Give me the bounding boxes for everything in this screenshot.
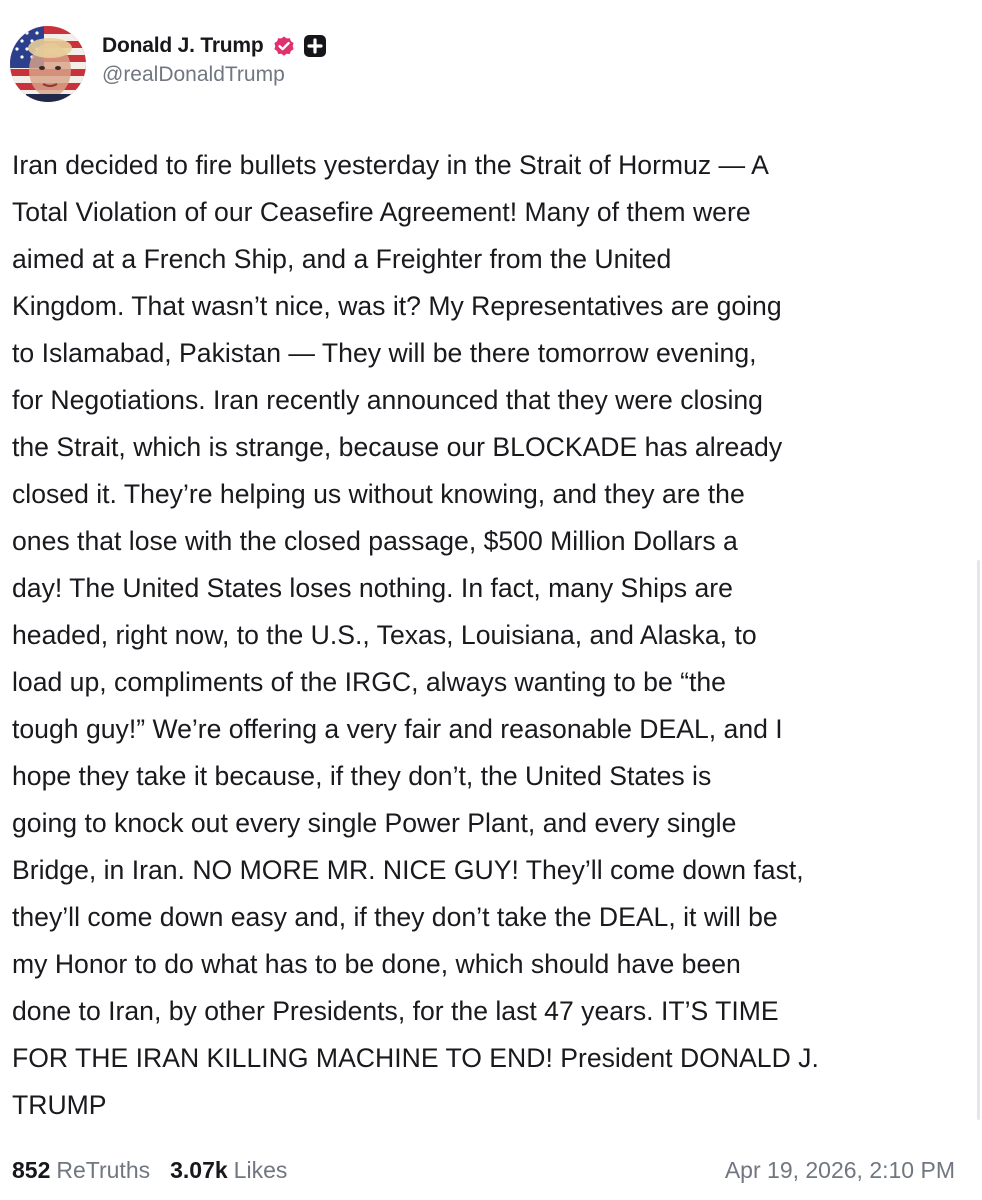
author-info bbox=[102, 32, 326, 87]
retruths-stat[interactable] bbox=[12, 1157, 150, 1184]
post-timestamp[interactable]: Apr 19, 2026, 2:10 PM bbox=[724, 1156, 955, 1183]
author-handle[interactable]: @realDonaldTrump bbox=[102, 63, 285, 86]
avatar[interactable] bbox=[10, 26, 86, 102]
avatar-image bbox=[10, 26, 86, 102]
likes-label: Likes bbox=[233, 1156, 288, 1183]
plus-badge-icon bbox=[304, 35, 326, 57]
retruths-label: ReTruths bbox=[56, 1156, 151, 1183]
author-name-row bbox=[102, 32, 326, 60]
retruths-count: 852 bbox=[12, 1156, 51, 1183]
scrollbar[interactable] bbox=[977, 560, 980, 1120]
likes-count: 3.07k bbox=[170, 1156, 228, 1183]
post-footer bbox=[12, 1152, 955, 1188]
likes-stat[interactable] bbox=[170, 1157, 287, 1184]
post-header bbox=[10, 26, 326, 102]
post-body-text: Iran decided to fire bullets yesterday in the Strait of Hormuz — A Total Violation of our Ceasefire Agreement! Many of them were aimed at a French Ship, and a Freighter from the United Kingdom. That wasn’t nice, was it? My Representatives are going to Islamabad, Pakistan — They will be there tomorrow evening, for Negotiations. Iran recently announced that they were closing the Strait, which is strange, because our BLOCKADE has already closed it. They’re helping us without knowing, and they are the ones that lose with the closed passage, $500 Million Dollars a day! The United States loses nothing. In fact, many Ships are headed, right now, to the U.S., Texas, Louisiana, and Alaska, to load up, compliments of the IRGC, always wanting to be “the tough guy!” We’re offering a very fair and reasonable DEAL, and I hope they take it because, if they don’t, the United States is going to knock out every single Power Plant, and every single Bridge, in Iran. NO MORE MR. NICE GUY! They’ll come down fast, they’ll come down easy and, if they don’t take the DEAL, it will be my Honor to do what has to be done, which should have been done to Iran, by other Presidents, for the last 47 years. IT’S TIME FOR THE IRAN KILLING MACHINE TO END! President DONALD J. TRUMP bbox=[12, 150, 819, 1120]
author-display-name[interactable]: Donald J. Trump bbox=[102, 34, 264, 57]
verified-badge-icon bbox=[272, 34, 296, 58]
